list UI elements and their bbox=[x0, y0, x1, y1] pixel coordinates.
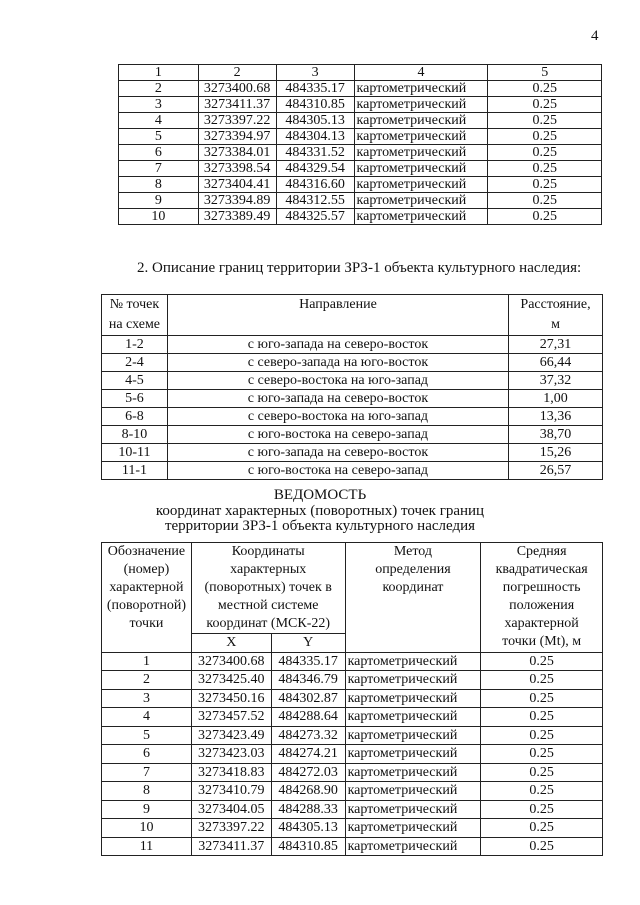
table-cell: 3273400.68 bbox=[191, 652, 271, 671]
table-cell: 7 bbox=[119, 161, 199, 177]
table-cell: 484335.17 bbox=[271, 652, 345, 671]
vedomost-title: ВЕДОМОСТЬ bbox=[273, 487, 367, 503]
table-cell: с северо-запада на юго-восток bbox=[167, 354, 508, 372]
table-row bbox=[102, 336, 603, 354]
table-cell: 2-4 bbox=[102, 354, 168, 372]
table-cell: 3273394.89 bbox=[198, 193, 276, 209]
table-row bbox=[102, 782, 603, 801]
header-text: положения bbox=[509, 598, 575, 613]
table-cell: картометрический bbox=[345, 652, 481, 671]
table-cell: картометрический bbox=[354, 145, 488, 161]
header-cell: 2 bbox=[198, 65, 276, 81]
table-cell: 8 bbox=[102, 782, 192, 801]
table-cell: 8 bbox=[119, 177, 199, 193]
header-text: характерной bbox=[504, 616, 579, 631]
table-row bbox=[119, 113, 602, 129]
header-text: характерной bbox=[109, 580, 184, 595]
table-cell: 6 bbox=[102, 745, 192, 764]
table-cell: 37,32 bbox=[509, 372, 603, 390]
table-row bbox=[102, 671, 603, 690]
header-text: № точек bbox=[109, 297, 160, 312]
table-row bbox=[102, 372, 603, 390]
table-header-row bbox=[102, 295, 603, 336]
table-cell: 5 bbox=[119, 129, 199, 145]
table-cell: 484272.03 bbox=[271, 763, 345, 782]
table-row bbox=[119, 129, 602, 145]
table-cell: 3273423.49 bbox=[191, 726, 271, 745]
table-row bbox=[102, 726, 603, 745]
table-row bbox=[102, 745, 603, 764]
table-cell: 0.25 bbox=[481, 782, 603, 801]
table-cell: 8-10 bbox=[102, 426, 168, 444]
table-cell: 11 bbox=[102, 837, 192, 856]
table-cell: 11-1 bbox=[102, 462, 168, 480]
table-cell: 484310.85 bbox=[271, 837, 345, 856]
table-row bbox=[102, 652, 603, 671]
table-row bbox=[119, 97, 602, 113]
table-cell: 0.25 bbox=[488, 129, 602, 145]
table-cell: 0.25 bbox=[481, 819, 603, 838]
table-cell: с юго-запада на северо-восток bbox=[167, 390, 508, 408]
table-cell: 484329.54 bbox=[276, 161, 354, 177]
table-cell: картометрический bbox=[345, 726, 481, 745]
table-row bbox=[102, 689, 603, 708]
header-text: Расстояние, bbox=[520, 297, 591, 312]
table-row bbox=[102, 462, 603, 480]
table-cell: картометрический bbox=[345, 689, 481, 708]
table-cell: с северо-востока на юго-запад bbox=[167, 408, 508, 426]
table-row bbox=[102, 408, 603, 426]
table-cell: 13,36 bbox=[509, 408, 603, 426]
table-cell: 3273410.79 bbox=[191, 782, 271, 801]
table-cell: 3273389.49 bbox=[198, 209, 276, 225]
table-cell: картометрический bbox=[354, 193, 488, 209]
table-cell: 3273425.40 bbox=[191, 671, 271, 690]
table-cell: 0.25 bbox=[481, 726, 603, 745]
table-cell: 3273400.68 bbox=[198, 81, 276, 97]
table-cell: 2 bbox=[119, 81, 199, 97]
table-cell: 10 bbox=[119, 209, 199, 225]
table-cell: картометрический bbox=[354, 209, 488, 225]
table-row bbox=[102, 819, 603, 838]
table-cell: 484302.87 bbox=[271, 689, 345, 708]
header-direction: Направление bbox=[167, 295, 508, 336]
table-cell: 0.25 bbox=[481, 800, 603, 819]
table-cell: 4-5 bbox=[102, 372, 168, 390]
table-cell: 3273404.41 bbox=[198, 177, 276, 193]
table-cell: картометрический bbox=[345, 782, 481, 801]
table-cell: картометрический bbox=[354, 113, 488, 129]
table-cell: 3273411.37 bbox=[191, 837, 271, 856]
table-cell: 1,00 bbox=[509, 390, 603, 408]
table-row bbox=[119, 209, 602, 225]
table-cell: 6-8 bbox=[102, 408, 168, 426]
header-distance bbox=[509, 295, 603, 336]
table-row bbox=[102, 426, 603, 444]
table-cell: 484335.17 bbox=[276, 81, 354, 97]
table-cell: 3273418.83 bbox=[191, 763, 271, 782]
table-cell: 7 bbox=[102, 763, 192, 782]
table-header-row bbox=[119, 65, 602, 81]
table-cell: 0.25 bbox=[488, 97, 602, 113]
table-cell: 0.25 bbox=[481, 689, 603, 708]
table-row bbox=[119, 177, 602, 193]
vedomost-subtitle-2: территории ЗРЗ-1 объекта культурного наследия bbox=[164, 518, 476, 534]
table-cell: 0.25 bbox=[488, 81, 602, 97]
table-cell: 3 bbox=[119, 97, 199, 113]
table-cell: 0.25 bbox=[481, 837, 603, 856]
table-cell: 3273397.22 bbox=[191, 819, 271, 838]
table-cell: 3273394.97 bbox=[198, 129, 276, 145]
table-cell: 5 bbox=[102, 726, 192, 745]
table-cell: 15,26 bbox=[509, 444, 603, 462]
header-points bbox=[102, 295, 168, 336]
table-cell: 0.25 bbox=[481, 652, 603, 671]
table-cell: 6 bbox=[119, 145, 199, 161]
header-y: Y bbox=[271, 634, 345, 653]
table-cell: 0.25 bbox=[488, 193, 602, 209]
header-text: точки bbox=[129, 616, 164, 631]
table-cell: картометрический bbox=[354, 81, 488, 97]
table-row bbox=[102, 444, 603, 462]
table-cell: 484331.52 bbox=[276, 145, 354, 161]
table-cell: 484346.79 bbox=[271, 671, 345, 690]
header-coordinates bbox=[191, 543, 345, 634]
table-cell: картометрический bbox=[345, 800, 481, 819]
header-text: Обозначение bbox=[107, 544, 186, 559]
table-cell: картометрический bbox=[345, 819, 481, 838]
header-text: координат bbox=[382, 580, 444, 595]
table-cell: с северо-востока на юго-запад bbox=[167, 372, 508, 390]
table-cell: 484304.13 bbox=[276, 129, 354, 145]
header-error bbox=[481, 543, 603, 653]
table-cell: 0.25 bbox=[481, 708, 603, 727]
table-cell: картометрический bbox=[354, 161, 488, 177]
header-point-designation bbox=[102, 543, 192, 653]
table-cell: 0.25 bbox=[481, 763, 603, 782]
table-cell: с юго-запада на северо-восток bbox=[167, 336, 508, 354]
table-cell: картометрический bbox=[354, 129, 488, 145]
table-cell: 2 bbox=[102, 671, 192, 690]
section-heading: 2. Описание границ территории ЗРЗ-1 объекта культурного наследия: bbox=[137, 260, 582, 276]
table-cell: 3273457.52 bbox=[191, 708, 271, 727]
header-text: определения bbox=[375, 562, 451, 577]
table-cell: 9 bbox=[119, 193, 199, 209]
header-text: Метод bbox=[393, 544, 432, 559]
table-row bbox=[102, 708, 603, 727]
header-text: (поворотных) точек в bbox=[204, 580, 332, 595]
table-cell: с юго-востока на северо-запад bbox=[167, 462, 508, 480]
header-cell: 5 bbox=[488, 65, 602, 81]
header-text: квадратическая bbox=[495, 562, 588, 577]
header-text: погрешность bbox=[502, 580, 581, 595]
table-cell: 484305.13 bbox=[271, 819, 345, 838]
table-cell: картометрический bbox=[345, 708, 481, 727]
table-cell: 10-11 bbox=[102, 444, 168, 462]
table-cell: 0.25 bbox=[488, 161, 602, 177]
page-number: 4 bbox=[591, 28, 599, 44]
header-cell: 4 bbox=[354, 65, 488, 81]
table-cell: 9 bbox=[102, 800, 192, 819]
table-row bbox=[119, 81, 602, 97]
table-cell: с юго-запада на северо-восток bbox=[167, 444, 508, 462]
table-row bbox=[119, 193, 602, 209]
header-text: (номер) bbox=[123, 562, 170, 577]
table-cell: 3273397.22 bbox=[198, 113, 276, 129]
table-cell: картометрический bbox=[345, 745, 481, 764]
table-cell: 0.25 bbox=[481, 671, 603, 690]
header-cell: 1 bbox=[119, 65, 199, 81]
table-cell: 3 bbox=[102, 689, 192, 708]
table-cell: 26,57 bbox=[509, 462, 603, 480]
table-cell: 5-6 bbox=[102, 390, 168, 408]
boundary-description-table bbox=[101, 294, 603, 480]
table-cell: 0.25 bbox=[488, 177, 602, 193]
table-cell: 3273404.05 bbox=[191, 800, 271, 819]
header-text: м bbox=[551, 317, 560, 332]
table-cell: 0.25 bbox=[481, 745, 603, 764]
table-row bbox=[102, 837, 603, 856]
table-header-row bbox=[102, 543, 603, 634]
table-cell: 66,44 bbox=[509, 354, 603, 372]
table-cell: 484288.33 bbox=[271, 800, 345, 819]
table-cell: 4 bbox=[102, 708, 192, 727]
table-cell: 0.25 bbox=[488, 209, 602, 225]
table-cell: 10 bbox=[102, 819, 192, 838]
table-cell: 0.25 bbox=[488, 145, 602, 161]
table-cell: 484310.85 bbox=[276, 97, 354, 113]
table-row bbox=[102, 800, 603, 819]
table-cell: картометрический bbox=[345, 763, 481, 782]
header-text: (поворотной) bbox=[106, 598, 187, 613]
table-cell: 3273398.54 bbox=[198, 161, 276, 177]
table-cell: 3273423.03 bbox=[191, 745, 271, 764]
header-text: местной системе bbox=[217, 598, 319, 613]
table-cell: с юго-востока на северо-запад bbox=[167, 426, 508, 444]
table-cell: 484316.60 bbox=[276, 177, 354, 193]
table-cell: 0.25 bbox=[488, 113, 602, 129]
table-row bbox=[102, 390, 603, 408]
table-cell: 4 bbox=[119, 113, 199, 129]
table-cell: 38,70 bbox=[509, 426, 603, 444]
table-row bbox=[119, 145, 602, 161]
header-text: на схеме bbox=[108, 317, 161, 332]
table-row bbox=[102, 763, 603, 782]
header-text: характерных bbox=[230, 562, 307, 577]
table-cell: 3273411.37 bbox=[198, 97, 276, 113]
table-row bbox=[119, 161, 602, 177]
table-cell: картометрический bbox=[345, 671, 481, 690]
table-cell: 484312.55 bbox=[276, 193, 354, 209]
header-method bbox=[345, 543, 481, 653]
table-cell: 484273.32 bbox=[271, 726, 345, 745]
table-row bbox=[102, 354, 603, 372]
header-cell: 3 bbox=[276, 65, 354, 81]
table-cell: 484305.13 bbox=[276, 113, 354, 129]
table-cell: 3273450.16 bbox=[191, 689, 271, 708]
table-cell: картометрический bbox=[345, 837, 481, 856]
coordinates-table-continued bbox=[118, 64, 602, 225]
vedomost-subtitle-1: координат характерных (поворотных) точек границ bbox=[155, 503, 485, 519]
table-cell: 484288.64 bbox=[271, 708, 345, 727]
header-text: координат (МСК-22) bbox=[206, 616, 331, 631]
table-cell: 484268.90 bbox=[271, 782, 345, 801]
table-cell: 1 bbox=[102, 652, 192, 671]
table-cell: картометрический bbox=[354, 97, 488, 113]
table-cell: 484325.57 bbox=[276, 209, 354, 225]
header-text: Средняя bbox=[516, 544, 567, 559]
table-cell: 27,31 bbox=[509, 336, 603, 354]
vedomost-coordinates-table bbox=[101, 542, 603, 856]
table-cell: 484274.21 bbox=[271, 745, 345, 764]
table-cell: 1-2 bbox=[102, 336, 168, 354]
header-text: Координаты bbox=[231, 544, 305, 559]
table-cell: 3273384.01 bbox=[198, 145, 276, 161]
header-x: X bbox=[191, 634, 271, 653]
table-cell: картометрический bbox=[354, 177, 488, 193]
header-text: точки (Mt), м bbox=[502, 634, 582, 649]
